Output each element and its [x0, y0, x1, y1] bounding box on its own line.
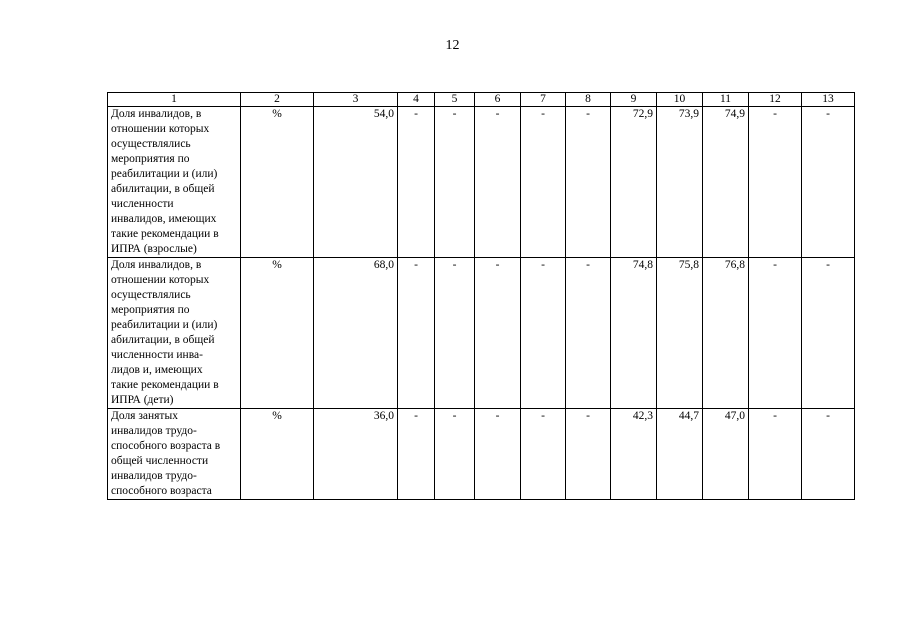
column-header: 1 — [108, 93, 241, 107]
column-header: 10 — [657, 93, 703, 107]
table-row — [108, 258, 855, 409]
value-cell: - — [521, 107, 566, 258]
value-cell: 75,8 — [657, 258, 703, 409]
value-cell: 73,9 — [657, 107, 703, 258]
value-cell: 47,0 — [703, 409, 749, 500]
page-number: 12 — [445, 38, 460, 53]
column-header: 9 — [611, 93, 657, 107]
value-cell: - — [521, 258, 566, 409]
value-cell: - — [475, 107, 521, 258]
column-header: 7 — [521, 93, 566, 107]
column-header: 2 — [241, 93, 314, 107]
value-cell: - — [398, 107, 435, 258]
value-cell: - — [475, 258, 521, 409]
value-cell: 54,0 — [314, 107, 398, 258]
value-cell: 42,3 — [611, 409, 657, 500]
value-cell: - — [435, 107, 475, 258]
value-cell: 68,0 — [314, 258, 398, 409]
value-cell: - — [435, 258, 475, 409]
value-cell: - — [566, 107, 611, 258]
unit-cell: % — [241, 409, 314, 500]
column-header: 3 — [314, 93, 398, 107]
value-cell: - — [398, 258, 435, 409]
data-table — [107, 92, 855, 500]
value-cell: 36,0 — [314, 409, 398, 500]
unit-cell: % — [241, 107, 314, 258]
value-cell: 76,8 — [703, 258, 749, 409]
column-header: 5 — [435, 93, 475, 107]
column-header: 12 — [749, 93, 802, 107]
column-header: 6 — [475, 93, 521, 107]
value-cell: - — [802, 107, 855, 258]
column-header: 4 — [398, 93, 435, 107]
value-cell: - — [475, 409, 521, 500]
value-cell: - — [802, 258, 855, 409]
header-row — [108, 93, 855, 107]
table-row — [108, 409, 855, 500]
value-cell: 74,8 — [611, 258, 657, 409]
indicator-name: Доля занятых инвалидов трудо- способного возраста в общей численности инвалидов трудо- способного возраста — [108, 409, 241, 500]
value-cell: - — [566, 258, 611, 409]
column-header: 8 — [566, 93, 611, 107]
indicator-name: Доля инвалидов, в отношении которых осуществлялись мероприятия по реабилитации и (или) абилитации, в общей численности инва- лидов и, имеющих такие рекомендации в ИПРА (дети) — [108, 258, 241, 409]
value-cell: - — [566, 409, 611, 500]
column-header: 11 — [703, 93, 749, 107]
value-cell: - — [749, 258, 802, 409]
value-cell: 44,7 — [657, 409, 703, 500]
value-cell: - — [521, 409, 566, 500]
value-cell: - — [749, 409, 802, 500]
indicator-name: Доля инвалидов, в отношении которых осуществлялись мероприятия по реабилитации и (или) абилитации, в общей численности инвалидов, имеющих такие рекомендации в ИПРА (взрослые) — [108, 107, 241, 258]
value-cell: - — [749, 107, 802, 258]
value-cell: 74,9 — [703, 107, 749, 258]
unit-cell: % — [241, 258, 314, 409]
value-cell: - — [802, 409, 855, 500]
value-cell: - — [435, 409, 475, 500]
table-row — [108, 107, 855, 258]
value-cell: - — [398, 409, 435, 500]
value-cell: 72,9 — [611, 107, 657, 258]
column-header: 13 — [802, 93, 855, 107]
